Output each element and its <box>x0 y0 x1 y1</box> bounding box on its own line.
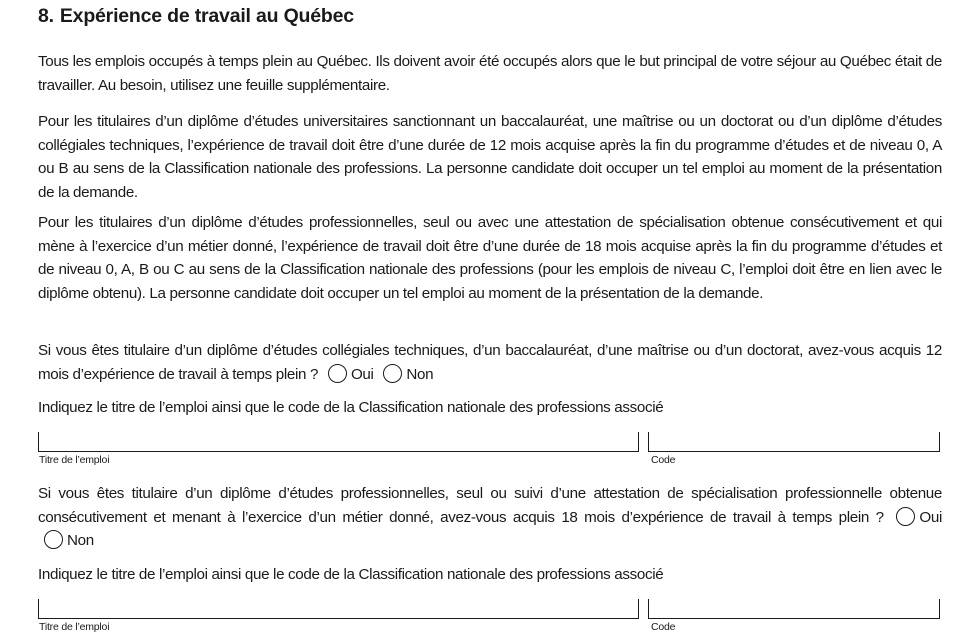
label-non: Non <box>406 365 434 383</box>
job-title-field-18-months[interactable] <box>38 599 639 619</box>
question-12-months-text: Si vous êtes titulaire d’un diplôme d’études collégiales techniques, d’un baccalauréat, d’une maîtrise ou d’un doctorat, avez-vous acquis 12 mois d’expérience de travail à temps plein ? <box>38 342 942 383</box>
section-number: 8. <box>38 5 54 27</box>
university-requirements-paragraph: Pour les titulaires d’un diplôme d’études universitaires sanctionnant un baccalauréat, une maîtrise ou un doctorat ou d’un diplôme d’études collégiales techniques, l’expérience de travail doit être d’une durée de 12 mois acquise après la fin du programme d’études et de niveau 0, A ou B au sens de la Classification nationale des professions. La personne candidate doit occuper un tel emploi au moment de la présentation de la demande. <box>38 113 942 201</box>
question-18-months-text: Si vous êtes titulaire d’un diplôme d’études professionnelles, seul ou suivi d’une attestation de spécialisation professionnelle obtenue consécutivement et menant à l’exercice d’un métier donné, avez-vous acquis 18 mois d’expérience de travail à temps plein ? <box>38 485 942 526</box>
code-label: Code <box>651 621 676 633</box>
label-oui: Oui <box>919 508 942 526</box>
radio-oui-18-months[interactable] <box>896 507 915 526</box>
job-title-label: Titre de l’emploi <box>39 454 110 466</box>
code-label: Code <box>651 454 676 466</box>
job-title-label: Titre de l’emploi <box>39 621 110 633</box>
question-18-months <box>38 482 942 553</box>
instruction-12-months: Indiquez le titre de l’emploi ainsi que le code de la Classification nationale des professions associé <box>38 399 664 416</box>
option-non-12-months[interactable] <box>377 366 433 383</box>
radio-non-12-months[interactable] <box>383 364 402 383</box>
option-non-18-months[interactable] <box>38 532 94 549</box>
section-heading: Expérience de travail au Québec <box>59 5 354 27</box>
question-12-months <box>38 339 942 386</box>
option-oui-12-months[interactable] <box>322 366 374 383</box>
option-oui-18-months[interactable] <box>890 509 942 526</box>
code-field-12-months[interactable] <box>648 432 940 452</box>
label-non: Non <box>67 532 94 549</box>
radio-oui-12-months[interactable] <box>328 364 347 383</box>
professional-requirements-paragraph: Pour les titulaires d’un diplôme d’études professionnelles, seul ou avec une attestation de spécialisation obtenue consécutivement et qui mène à l’exercice d’un métier donné, l’expérience de travail doit être d’une durée de 18 mois acquise après la fin du programme d’études et de niveau 0, A, B ou C au sens de la Classification nationale des professions (pour les emplois de niveau C, l’emploi doit être en lien avec le diplôme obtenu). La personne candidate doit occuper un tel emploi au moment de la présentation de la demande. <box>38 214 942 302</box>
code-field-18-months[interactable] <box>648 599 940 619</box>
job-title-field-12-months[interactable] <box>38 432 639 452</box>
radio-non-18-months[interactable] <box>44 530 63 549</box>
instruction-18-months: Indiquez le titre de l’emploi ainsi que le code de la Classification nationale des professions associé <box>38 566 664 583</box>
intro-paragraph: Tous les emplois occupés à temps plein au Québec. Ils doivent avoir été occupés alors que le but principal de votre séjour au Québec était de travailler. Au besoin, utilisez une feuille supplémentaire. <box>38 53 942 94</box>
section-title <box>38 5 354 28</box>
label-oui: Oui <box>350 365 374 383</box>
